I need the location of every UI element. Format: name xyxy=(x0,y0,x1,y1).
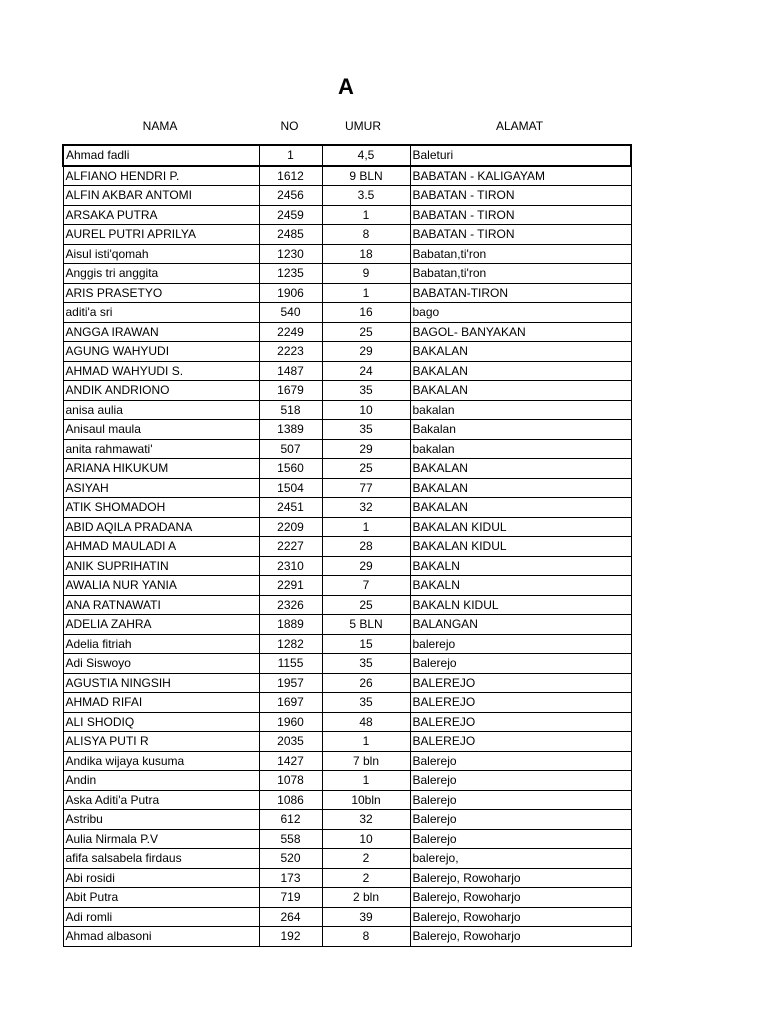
cell-nama: AUREL PUTRI APRILYA xyxy=(63,225,259,245)
cell-umur: 29 xyxy=(322,439,410,459)
cell-nama: ASIYAH xyxy=(63,478,259,498)
cell-alamat: Balerejo xyxy=(410,771,631,791)
cell-alamat: balerejo xyxy=(410,634,631,654)
cell-alamat: Bakalan xyxy=(410,420,631,440)
cell-no: 1 xyxy=(259,145,322,166)
cell-alamat: BALEREJO xyxy=(410,712,631,732)
table-row xyxy=(63,712,631,732)
cell-alamat: Balerejo, Rowoharjo xyxy=(410,927,631,947)
cell-umur: 8 xyxy=(322,225,410,245)
cell-umur: 28 xyxy=(322,537,410,557)
cell-no: 1697 xyxy=(259,693,322,713)
cell-alamat: BALANGAN xyxy=(410,615,631,635)
cell-alamat: BAKALAN xyxy=(410,498,631,518)
cell-umur: 24 xyxy=(322,361,410,381)
cell-alamat: bago xyxy=(410,303,631,323)
cell-umur: 10 xyxy=(322,829,410,849)
cell-no: 520 xyxy=(259,849,322,869)
cell-no: 1230 xyxy=(259,244,322,264)
table-row xyxy=(63,693,631,713)
cell-no: 1282 xyxy=(259,634,322,654)
table-row xyxy=(63,829,631,849)
table-row xyxy=(63,322,631,342)
table-row xyxy=(63,810,631,830)
cell-nama: Aisul isti'qomah xyxy=(63,244,259,264)
table-row xyxy=(63,654,631,674)
cell-alamat: Balerejo, Rowoharjo xyxy=(410,888,631,908)
cell-nama: AHMAD MAULADI A xyxy=(63,537,259,557)
cell-nama: AGUSTIA NINGSIH xyxy=(63,673,259,693)
cell-no: 2223 xyxy=(259,342,322,362)
cell-nama: Andika wijaya kusuma xyxy=(63,751,259,771)
cell-no: 1960 xyxy=(259,712,322,732)
table-row xyxy=(63,732,631,752)
cell-alamat: BABATAN - KALIGAYAM xyxy=(410,166,631,186)
cell-nama: ALFIANO HENDRI P. xyxy=(63,166,259,186)
cell-alamat: BAKALAN xyxy=(410,459,631,479)
cell-no: 2485 xyxy=(259,225,322,245)
cell-umur: 29 xyxy=(322,556,410,576)
cell-nama: ANA RATNAWATI xyxy=(63,595,259,615)
column-header-nama: NAMA xyxy=(142,119,178,133)
cell-alamat: BAKALAN KIDUL xyxy=(410,537,631,557)
cell-nama: anita rahmawati' xyxy=(63,439,259,459)
cell-alamat: Balerejo xyxy=(410,810,631,830)
cell-umur: 10 xyxy=(322,400,410,420)
cell-umur: 18 xyxy=(322,244,410,264)
cell-alamat: Balerejo, Rowoharjo xyxy=(410,907,631,927)
page-title: A xyxy=(338,74,354,99)
table-row xyxy=(63,673,631,693)
cell-umur: 25 xyxy=(322,459,410,479)
cell-umur: 1 xyxy=(322,517,410,537)
cell-nama: ANIK SUPRIHATIN xyxy=(63,556,259,576)
cell-alamat: BALEREJO xyxy=(410,732,631,752)
cell-alamat: BAKALAN KIDUL xyxy=(410,517,631,537)
table-row xyxy=(63,907,631,927)
cell-umur: 29 xyxy=(322,342,410,362)
cell-nama: Aulia Nirmala P.V xyxy=(63,829,259,849)
cell-no: 1078 xyxy=(259,771,322,791)
table-row xyxy=(63,868,631,888)
cell-nama: ARIS PRASETYO xyxy=(63,283,259,303)
cell-alamat: Baleturi xyxy=(410,145,631,166)
table-row xyxy=(63,576,631,596)
cell-nama: Ahmad albasoni xyxy=(63,927,259,947)
cell-alamat: BABATAN-TIRON xyxy=(410,283,631,303)
cell-no: 612 xyxy=(259,810,322,830)
cell-nama: AGUNG WAHYUDI xyxy=(63,342,259,362)
table-row xyxy=(63,342,631,362)
table-row xyxy=(63,186,631,206)
table-row xyxy=(63,283,631,303)
cell-umur: 39 xyxy=(322,907,410,927)
cell-nama: afifa salsabela firdaus xyxy=(63,849,259,869)
cell-no: 719 xyxy=(259,888,322,908)
cell-no: 2459 xyxy=(259,205,322,225)
cell-no: 2310 xyxy=(259,556,322,576)
cell-nama: ALFIN AKBAR ANTOMI xyxy=(63,186,259,206)
table-row xyxy=(63,556,631,576)
table-row xyxy=(63,478,631,498)
cell-alamat: Balerejo xyxy=(410,829,631,849)
cell-alamat: Balerejo xyxy=(410,790,631,810)
table-row xyxy=(63,849,631,869)
cell-alamat: bakalan xyxy=(410,400,631,420)
cell-no: 507 xyxy=(259,439,322,459)
cell-no: 1504 xyxy=(259,478,322,498)
cell-umur: 25 xyxy=(322,595,410,615)
cell-no: 1389 xyxy=(259,420,322,440)
table-row xyxy=(63,361,631,381)
column-header-alamat: ALAMAT xyxy=(495,119,544,133)
column-header-no: NO xyxy=(280,119,299,133)
table-row xyxy=(63,888,631,908)
cell-alamat: Balerejo, Rowoharjo xyxy=(410,868,631,888)
cell-nama: ADELIA ZAHRA xyxy=(63,615,259,635)
table-row xyxy=(63,927,631,947)
cell-no: 1427 xyxy=(259,751,322,771)
table-row xyxy=(63,166,631,186)
table-row xyxy=(63,244,631,264)
column-header-umur: UMUR xyxy=(345,119,381,133)
cell-alamat: BABATAN - TIRON xyxy=(410,225,631,245)
cell-umur: 48 xyxy=(322,712,410,732)
cell-nama: Andin xyxy=(63,771,259,791)
table-row xyxy=(63,634,631,654)
cell-umur: 10bln xyxy=(322,790,410,810)
cell-umur: 2 bln xyxy=(322,888,410,908)
cell-umur: 1 xyxy=(322,205,410,225)
cell-no: 1957 xyxy=(259,673,322,693)
cell-nama: ABID AQILA PRADANA xyxy=(63,517,259,537)
cell-umur: 32 xyxy=(322,810,410,830)
cell-no: 2249 xyxy=(259,322,322,342)
cell-umur: 35 xyxy=(322,420,410,440)
table-row xyxy=(63,771,631,791)
cell-nama: Abit Putra xyxy=(63,888,259,908)
cell-alamat: BAKALN KIDUL xyxy=(410,595,631,615)
table-row xyxy=(63,459,631,479)
cell-no: 540 xyxy=(259,303,322,323)
cell-nama: ANDIK ANDRIONO xyxy=(63,381,259,401)
cell-umur: 7 xyxy=(322,576,410,596)
cell-nama: Abi rosidi xyxy=(63,868,259,888)
cell-alamat: balerejo, xyxy=(410,849,631,869)
cell-no: 192 xyxy=(259,927,322,947)
cell-nama: Adelia fitriah xyxy=(63,634,259,654)
table-row xyxy=(63,225,631,245)
roster-table-body xyxy=(63,145,631,946)
cell-alamat: BAKALAN xyxy=(410,342,631,362)
table-row xyxy=(63,400,631,420)
table-row xyxy=(63,790,631,810)
cell-alamat: Babatan,ti'ron xyxy=(410,244,631,264)
table-row xyxy=(63,751,631,771)
table-row xyxy=(63,145,631,166)
cell-no: 1560 xyxy=(259,459,322,479)
cell-nama: Astribu xyxy=(63,810,259,830)
cell-no: 2227 xyxy=(259,537,322,557)
table-row xyxy=(63,615,631,635)
cell-alamat: Balerejo xyxy=(410,654,631,674)
cell-no: 1612 xyxy=(259,166,322,186)
cell-umur: 25 xyxy=(322,322,410,342)
cell-alamat: BAKALN xyxy=(410,576,631,596)
table-row xyxy=(63,420,631,440)
cell-no: 2451 xyxy=(259,498,322,518)
cell-alamat: BAKALAN xyxy=(410,478,631,498)
cell-umur: 7 bln xyxy=(322,751,410,771)
cell-nama: Anggis tri anggita xyxy=(63,264,259,284)
cell-umur: 4,5 xyxy=(322,145,410,166)
cell-nama: Adi Siswoyo xyxy=(63,654,259,674)
cell-no: 558 xyxy=(259,829,322,849)
cell-umur: 2 xyxy=(322,868,410,888)
cell-nama: anisa aulia xyxy=(63,400,259,420)
cell-nama: Adi romli xyxy=(63,907,259,927)
cell-alamat: BALEREJO xyxy=(410,673,631,693)
cell-alamat: BAKALAN xyxy=(410,381,631,401)
cell-no: 2209 xyxy=(259,517,322,537)
cell-no: 1487 xyxy=(259,361,322,381)
cell-nama: Aska Aditi'a Putra xyxy=(63,790,259,810)
table-row xyxy=(63,381,631,401)
cell-no: 1086 xyxy=(259,790,322,810)
cell-umur: 9 xyxy=(322,264,410,284)
cell-umur: 9 BLN xyxy=(322,166,410,186)
cell-no: 1679 xyxy=(259,381,322,401)
cell-alamat: BABATAN - TIRON xyxy=(410,186,631,206)
cell-no: 173 xyxy=(259,868,322,888)
cell-nama: ANGGA IRAWAN xyxy=(63,322,259,342)
cell-nama: ATIK SHOMADOH xyxy=(63,498,259,518)
cell-no: 2456 xyxy=(259,186,322,206)
cell-umur: 15 xyxy=(322,634,410,654)
cell-nama: ARSAKA PUTRA xyxy=(63,205,259,225)
cell-no: 2326 xyxy=(259,595,322,615)
cell-umur: 1 xyxy=(322,771,410,791)
cell-alamat: BAGOL- BANYAKAN xyxy=(410,322,631,342)
cell-no: 264 xyxy=(259,907,322,927)
table-row xyxy=(63,537,631,557)
cell-umur: 1 xyxy=(322,283,410,303)
roster-table xyxy=(62,144,632,947)
table-row xyxy=(63,439,631,459)
cell-nama: ARIANA HIKUKUM xyxy=(63,459,259,479)
table-row xyxy=(63,517,631,537)
cell-nama: aditi'a sri xyxy=(63,303,259,323)
table-row xyxy=(63,205,631,225)
cell-nama: AHMAD WAHYUDI S. xyxy=(63,361,259,381)
cell-umur: 32 xyxy=(322,498,410,518)
cell-no: 2035 xyxy=(259,732,322,752)
cell-alamat: BAKALN xyxy=(410,556,631,576)
cell-umur: 5 BLN xyxy=(322,615,410,635)
cell-no: 518 xyxy=(259,400,322,420)
table-row xyxy=(63,498,631,518)
cell-alamat: BALEREJO xyxy=(410,693,631,713)
cell-umur: 35 xyxy=(322,693,410,713)
cell-nama: AHMAD RIFAI xyxy=(63,693,259,713)
cell-alamat: BABATAN - TIRON xyxy=(410,205,631,225)
cell-alamat: Balerejo xyxy=(410,751,631,771)
cell-no: 1889 xyxy=(259,615,322,635)
cell-nama: ALI SHODIQ xyxy=(63,712,259,732)
cell-no: 1155 xyxy=(259,654,322,674)
cell-umur: 77 xyxy=(322,478,410,498)
table-row xyxy=(63,595,631,615)
cell-no: 1906 xyxy=(259,283,322,303)
cell-nama: AWALIA NUR YANIA xyxy=(63,576,259,596)
cell-alamat: bakalan xyxy=(410,439,631,459)
table-row xyxy=(63,303,631,323)
cell-nama: ALISYA PUTI R xyxy=(63,732,259,752)
cell-umur: 35 xyxy=(322,654,410,674)
cell-umur: 1 xyxy=(322,732,410,752)
cell-no: 1235 xyxy=(259,264,322,284)
cell-nama: Anisaul maula xyxy=(63,420,259,440)
cell-umur: 26 xyxy=(322,673,410,693)
cell-nama: Ahmad fadli xyxy=(63,145,259,166)
cell-alamat: BAKALAN xyxy=(410,361,631,381)
cell-umur: 3.5 xyxy=(322,186,410,206)
cell-alamat: Babatan,ti'ron xyxy=(410,264,631,284)
table-row xyxy=(63,264,631,284)
cell-no: 2291 xyxy=(259,576,322,596)
cell-umur: 16 xyxy=(322,303,410,323)
cell-umur: 35 xyxy=(322,381,410,401)
cell-umur: 8 xyxy=(322,927,410,947)
cell-umur: 2 xyxy=(322,849,410,869)
